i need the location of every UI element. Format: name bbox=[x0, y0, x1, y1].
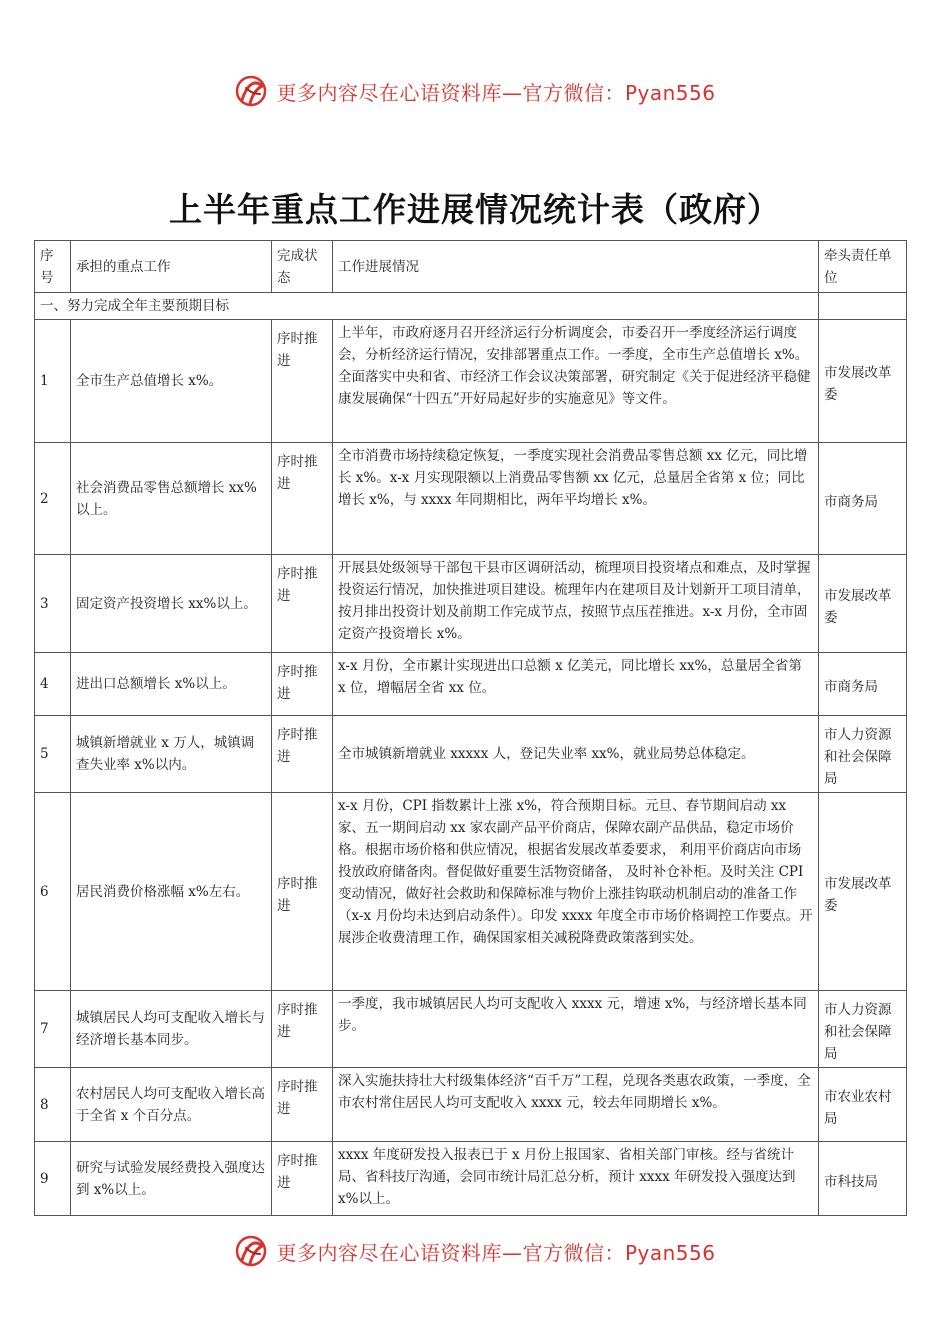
header-no: 序号 bbox=[35, 241, 71, 293]
banner-text: 更多内容尽在心语资料库—官方微信：Pyan556 bbox=[276, 1240, 716, 1265]
bottom-banner bbox=[0, 1232, 950, 1270]
row-unit: 市发展改革委 bbox=[819, 555, 907, 653]
row-no: 5 bbox=[35, 716, 71, 793]
header-status: 完成状态 bbox=[272, 241, 333, 293]
table-row bbox=[35, 1068, 907, 1142]
row-no: 2 bbox=[35, 443, 71, 555]
table-row bbox=[35, 320, 907, 443]
row-unit: 市农业农村局 bbox=[819, 1068, 907, 1142]
row-status: 序时推进 bbox=[272, 653, 333, 716]
row-unit: 市科技局 bbox=[819, 1142, 907, 1216]
ribbon-logo-icon bbox=[234, 72, 270, 110]
row-progress: 上半年，市政府逐月召开经济运行分析调度会，市委召开一季度经济运行调度会，分析经济运行情况，安排部署重点工作。一季度，全市生产总值增长 x%。全面落实中央和省、市经济工作会议决策部署，研究制定《关于促进经济平稳健康发展确保“十四五”开好局起好步的实施意见》等文件。 bbox=[333, 320, 819, 443]
row-progress: x-x 月份，全市累计实现进出口总额 x 亿美元，同比增长 xx%，总量居全省第 x 位，增幅居全省 xx 位。 bbox=[333, 653, 819, 716]
row-task: 居民消费价格涨幅 x%左右。 bbox=[71, 793, 272, 991]
row-unit: 市发展改革委 bbox=[819, 793, 907, 991]
row-task: 全市生产总值增长 x%。 bbox=[71, 320, 272, 443]
row-status: 序时推进 bbox=[272, 716, 333, 793]
page-title: 上半年重点工作进展情况统计表（政府） bbox=[169, 190, 781, 229]
table-row bbox=[35, 443, 907, 555]
top-banner bbox=[0, 72, 950, 110]
row-unit: 市商务局 bbox=[819, 653, 907, 716]
section-row bbox=[35, 293, 907, 320]
work-progress-table bbox=[34, 240, 907, 1216]
section-title: 一、努力完成全年主要预期目标 bbox=[35, 293, 819, 320]
header-unit: 牵头责任单位 bbox=[819, 241, 907, 293]
row-status: 序时推进 bbox=[272, 991, 333, 1068]
table-row bbox=[35, 555, 907, 653]
row-unit: 市商务局 bbox=[819, 443, 907, 555]
row-no: 3 bbox=[35, 555, 71, 653]
table-row bbox=[35, 716, 907, 793]
table-header-row bbox=[35, 241, 907, 293]
row-task: 农村居民人均可支配收入增长高于全省 x 个百分点。 bbox=[71, 1068, 272, 1142]
row-progress: 全市消费市场持续稳定恢复，一季度实现社会消费品零售总额 xx 亿元，同比增长 x%。x-x 月实现限额以上消费品零售额 xx 亿元，总量居全省第 x 位；同比增长 x%，与 xxxx 年同期相比，两年平均增长 x%。 bbox=[333, 443, 819, 555]
row-no: 9 bbox=[35, 1142, 71, 1216]
row-no: 7 bbox=[35, 991, 71, 1068]
row-status: 序时推进 bbox=[272, 320, 333, 443]
row-task: 研究与试验发展经费投入强度达到 x%以上。 bbox=[71, 1142, 272, 1216]
table-row bbox=[35, 793, 907, 991]
row-status: 序时推进 bbox=[272, 1068, 333, 1142]
row-no: 6 bbox=[35, 793, 71, 991]
ribbon-logo-icon bbox=[234, 1232, 270, 1270]
table-row bbox=[35, 653, 907, 716]
row-task: 进出口总额增长 x%以上。 bbox=[71, 653, 272, 716]
table-row bbox=[35, 1142, 907, 1216]
row-progress: x-x 月份，CPI 指数累计上涨 x%，符合预期目标。元旦、春节期间启动 xx 家、五一期间启动 xx 家农副产品平价商店，保障农副产品供品，稳定市场价格。根据市场价格和供应情况，根据省发展改革委要求， 利用平价商店向市场投放政府储备肉。督促做好重要生活物资储备， 及时补仓补柜。及时关注 CPI 变动情况，做好社会救助和保障标准与物价上涨挂钩联动机制启动的准备工作（x-x 月份均未达到启动条件）。印发 xxxx 年度全市市场价格调控工作要点。开展涉企收费清理工作，确保国家相关减税降费政策落到实处。 bbox=[333, 793, 819, 991]
row-progress: 全市城镇新增就业 xxxxx 人，登记失业率 xx%，就业局势总体稳定。 bbox=[333, 716, 819, 793]
row-status: 序时推进 bbox=[272, 555, 333, 653]
table-row bbox=[35, 991, 907, 1068]
header-task: 承担的重点工作 bbox=[71, 241, 272, 293]
row-unit: 市发展改革委 bbox=[819, 320, 907, 443]
row-no: 1 bbox=[35, 320, 71, 443]
row-no: 4 bbox=[35, 653, 71, 716]
row-unit: 市人力资源和社会保障局 bbox=[819, 716, 907, 793]
row-status: 序时推进 bbox=[272, 793, 333, 991]
row-task: 社会消费品零售总额增长 xx%以上。 bbox=[71, 443, 272, 555]
banner-text: 更多内容尽在心语资料库—官方微信：Pyan556 bbox=[276, 80, 716, 105]
row-progress: 一季度，我市城镇居民人均可支配收入 xxxx 元，增速 x%，与经济增长基本同步。 bbox=[333, 991, 819, 1068]
row-task: 城镇新增就业 x 万人，城镇调查失业率 x%以内。 bbox=[71, 716, 272, 793]
row-progress: xxxx 年度研发投入报表已于 x 月份上报国家、省相关部门审核。经与省统计局、省科技厅沟通，会同市统计局汇总分析，预计 xxxx 年研发投入强度达到 x%以上。 bbox=[333, 1142, 819, 1216]
row-progress: 深入实施扶持壮大村级集体经济“百千万”工程，兑现各类惠农政策，一季度，全市农村常住居民人均可支配收入 xxxx 元，较去年同期增长 x%。 bbox=[333, 1068, 819, 1142]
row-task: 固定资产投资增长 xx%以上。 bbox=[71, 555, 272, 653]
row-progress: 开展县处级领导干部包干县市区调研活动，梳理项目投资堵点和难点，及时掌握投资运行情况，加快推进项目建设。梳理年内在建项目及计划新开工项目清单，按月排出投资计划及前期工作完成节点，按照节点压茬推进。x-x 月份，全市固定资产投资增长 x%。 bbox=[333, 555, 819, 653]
row-status: 序时推进 bbox=[272, 443, 333, 555]
row-unit: 市人力资源和社会保障局 bbox=[819, 991, 907, 1068]
row-task: 城镇居民人均可支配收入增长与经济增长基本同步。 bbox=[71, 991, 272, 1068]
row-no: 8 bbox=[35, 1068, 71, 1142]
row-status: 序时推进 bbox=[272, 1142, 333, 1216]
header-progress: 工作进展情况 bbox=[333, 241, 819, 293]
